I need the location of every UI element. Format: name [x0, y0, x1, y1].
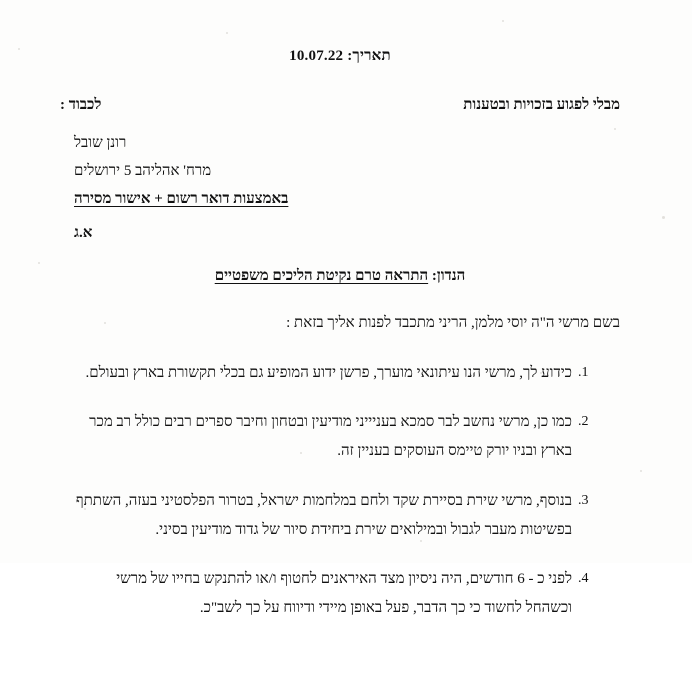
date-line [60, 48, 620, 65]
list-item-line: לפני כ - 6 חודשים, היה ניסיון מצד האיראנים לחטוף ו/או להתנקש בחייו של מרשי [116, 571, 572, 587]
list-item [60, 408, 594, 467]
list-item-line: בנוסף, מרשי שירת בסיירת שקד ולחם במלחמות ישראל, בטרור הפלסטיני בעזה, השתתף [75, 492, 572, 509]
list-item [60, 487, 594, 546]
subject-text: התראה טרם נקיטת הליכים משפטיים [214, 268, 429, 285]
list-item-line: בארץ ובניו יורק טיימס העוסקים בעניין זה. [337, 443, 572, 460]
subject-label: הנדון: [431, 268, 466, 285]
delivery-method: באמצעות דואר רשום + אישור מסירה [74, 190, 289, 207]
to-label: לכבוד : [60, 97, 102, 113]
list-item-number: 1. [578, 364, 589, 380]
footer-spacer [60, 644, 620, 684]
list-item-number: 2. [578, 414, 589, 429]
date-label: תאריך: [347, 48, 391, 64]
list-item-line: כמו כן, מרשי נחשב לבר סמכא בעניייני מודיעין ובטחון וחיבר ספרים רבים כולל רב מכר [89, 414, 572, 430]
recipient-name: רונן שובל [74, 135, 127, 151]
subject-row [60, 268, 620, 285]
without-prejudice-note: מבלי לפגוע בזכויות ובטענות [463, 97, 620, 113]
list-item-line: בפשיטות מעבר לגבול ובמילואים שירת ביחידת סיור של גדוד מודיעין בסיני. [155, 521, 572, 538]
recipient-address: מרח' אהליהב 5 ירושלים [74, 162, 212, 179]
recipient-block [60, 130, 620, 213]
list-item [60, 359, 594, 388]
greeting: א.ג [74, 225, 93, 242]
date-value: 10.07.22 [289, 48, 344, 64]
list-item-line: וכשהחל לחשוד כי כך הדבר, פעל באופן מיידי ודיווח על כך לשב"כ. [199, 600, 572, 617]
numbered-list [60, 359, 620, 624]
addressee-row [60, 97, 620, 114]
intro-paragraph: בשם מרשי ה"ה יוסי מלמן, הריני מתכבד לפנות אליך בזאת : [286, 315, 620, 332]
list-item-line: כידוע לך, מרשי הנו עיתונאי מוערך, פרשן ידוע המופיע גם בכלי תקשורת בארץ ובעולם. [85, 364, 572, 381]
list-item [60, 565, 594, 624]
list-item-number: 4. [578, 571, 589, 586]
list-item-number: 3. [578, 492, 589, 508]
